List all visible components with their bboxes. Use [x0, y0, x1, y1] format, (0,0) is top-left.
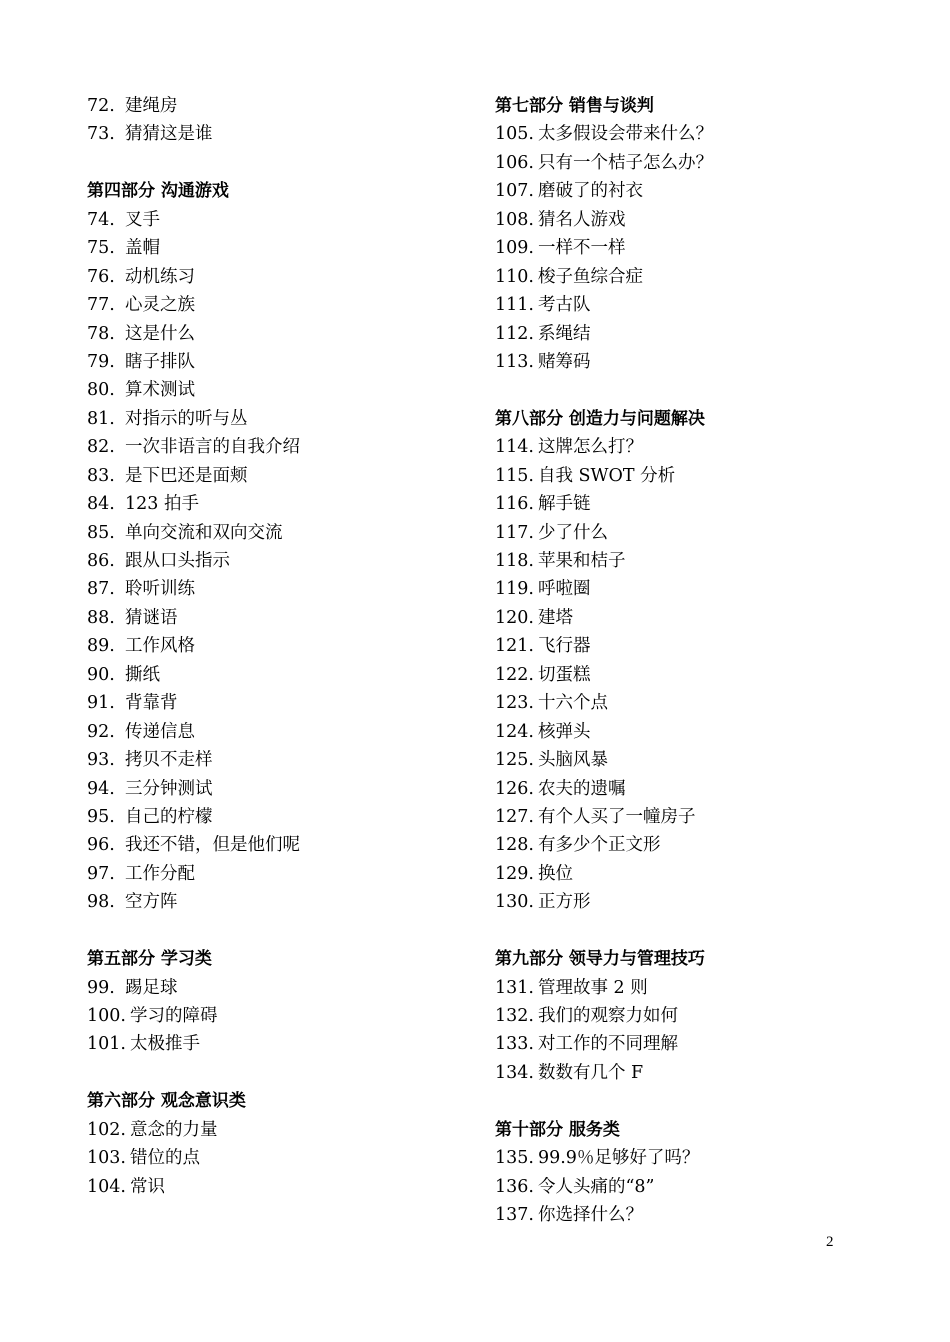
right-column — [495, 92, 875, 1230]
item-text: 三分钟测试 — [125, 778, 213, 799]
list-item — [87, 120, 447, 148]
item-number: 132. — [495, 1006, 534, 1026]
item-text: 对指示的听与丛 — [125, 408, 248, 429]
item-text: 踢足球 — [125, 977, 178, 998]
list-item — [87, 92, 447, 120]
item-number: 78. — [87, 323, 115, 344]
list-item — [495, 320, 875, 348]
item-number: 94. — [87, 778, 115, 799]
page-number: 2 — [826, 1234, 834, 1250]
item-number: 116. — [495, 494, 534, 515]
item-number: 100. — [87, 1006, 126, 1026]
list-item — [495, 206, 875, 234]
list-item — [495, 1201, 875, 1229]
item-number: 123. — [495, 693, 534, 714]
list-item — [495, 575, 875, 603]
list-item — [87, 206, 447, 234]
item-text: 换位 — [537, 863, 573, 884]
item-text: 你选择什么？ — [537, 1205, 643, 1226]
item-number: 102. — [87, 1119, 126, 1140]
item-number: 79. — [87, 351, 115, 372]
item-text: 跟从口头指示 — [125, 551, 230, 571]
item-text: 有个人买了一幢房子 — [537, 806, 696, 827]
list-item — [87, 888, 447, 916]
item-number: 72. — [87, 96, 115, 116]
item-number: 119. — [495, 579, 534, 600]
section-heading: 第五部分 学习类 — [87, 949, 212, 970]
item-text: 建塔 — [537, 607, 573, 628]
list-item — [87, 234, 447, 262]
item-number: 98. — [87, 892, 115, 913]
item-text: 猜猜这是谁 — [125, 124, 213, 145]
list-item — [87, 519, 447, 547]
blank-line — [87, 917, 447, 945]
section-heading: 第十部分 服务类 — [495, 1119, 620, 1140]
blank-line — [87, 1059, 447, 1087]
item-number: 83. — [87, 465, 115, 486]
item-number: 131. — [495, 977, 534, 998]
section-heading: 第四部分 沟通游戏 — [87, 181, 229, 202]
item-text: 切蛋糕 — [537, 664, 591, 685]
item-text: 数数有几个 F — [537, 1062, 644, 1083]
item-number: 97. — [87, 863, 115, 884]
item-number: 105. — [495, 124, 534, 145]
list-item — [87, 604, 447, 632]
list-item — [87, 348, 447, 376]
item-text: 呼啦圈 — [537, 579, 591, 600]
item-text: 我还不错，但是他们呢 — [125, 835, 300, 856]
item-text: 有多少个正文形 — [537, 835, 661, 856]
list-item — [87, 1030, 447, 1058]
item-number: 99. — [87, 977, 115, 998]
item-number: 101. — [87, 1034, 126, 1055]
item-number: 136. — [495, 1176, 534, 1197]
item-number: 107. — [495, 181, 534, 202]
item-number: 104. — [87, 1176, 126, 1197]
item-number: 115. — [495, 465, 534, 486]
list-item — [495, 860, 875, 888]
item-text: 学习的障碍 — [129, 1006, 218, 1026]
item-number: 76. — [87, 266, 115, 287]
list-item — [495, 263, 875, 291]
list-item — [495, 831, 875, 859]
item-text: 自己的柠檬 — [125, 806, 213, 827]
item-number: 82. — [87, 437, 115, 458]
list-item — [87, 775, 447, 803]
item-text: 解手链 — [537, 494, 591, 515]
item-text: 这是什么 — [125, 323, 195, 344]
item-number: 112. — [495, 323, 534, 344]
list-item — [87, 718, 447, 746]
section-heading: 第六部分 观念意识类 — [87, 1091, 246, 1112]
item-text: 背靠背 — [125, 693, 178, 714]
item-number: 124. — [495, 721, 534, 742]
list-item — [495, 1030, 875, 1058]
item-number: 126. — [495, 778, 534, 799]
list-item — [87, 490, 447, 518]
item-text: 头脑风暴 — [537, 750, 608, 771]
item-number: 106. — [495, 152, 534, 173]
item-text: 我们的观察力如何 — [537, 1006, 678, 1026]
item-text: 聆听训练 — [125, 579, 195, 600]
item-number: 73. — [87, 124, 115, 145]
list-item — [495, 234, 875, 262]
item-text: 是下巴还是面颊 — [125, 465, 248, 486]
item-number: 80. — [87, 380, 115, 401]
item-text: 工作分配 — [125, 863, 195, 884]
item-number: 134. — [495, 1062, 534, 1083]
list-item — [87, 376, 447, 404]
item-number: 122. — [495, 664, 534, 685]
item-number: 93. — [87, 750, 115, 771]
item-text: 撕纸 — [125, 664, 160, 685]
item-number: 86. — [87, 551, 115, 571]
item-text: 太极推手 — [129, 1034, 200, 1055]
item-text: 盖帽 — [125, 238, 160, 259]
item-number: 120. — [495, 607, 534, 628]
item-text: 核弹头 — [537, 721, 591, 742]
list-item — [87, 291, 447, 319]
item-number: 128. — [495, 835, 534, 856]
item-text: 只有一个桔子怎么办？ — [537, 152, 713, 173]
item-text: 少了什么 — [537, 522, 608, 543]
list-item — [87, 405, 447, 433]
list-item — [495, 974, 875, 1002]
item-number: 127. — [495, 806, 534, 827]
item-text: 工作风格 — [125, 636, 195, 657]
list-item — [87, 263, 447, 291]
list-item — [495, 661, 875, 689]
item-text: 意念的力量 — [129, 1119, 218, 1140]
list-item — [87, 661, 447, 689]
item-number: 111. — [495, 295, 534, 316]
blank-line — [495, 917, 875, 945]
item-text: 心灵之族 — [125, 295, 195, 316]
list-item — [495, 433, 875, 461]
list-item — [87, 575, 447, 603]
item-number: 121. — [495, 636, 534, 657]
list-item — [495, 604, 875, 632]
list-item — [87, 320, 447, 348]
item-text: 空方阵 — [125, 892, 178, 913]
blank-line — [87, 149, 447, 177]
item-number: 88. — [87, 607, 115, 628]
item-number: 81. — [87, 408, 115, 429]
section-heading: 第八部分 创造力与问题解决 — [495, 408, 705, 429]
list-item — [87, 974, 447, 1002]
item-text: 动机练习 — [125, 266, 195, 287]
item-text: 自我 SWOT 分析 — [537, 465, 676, 486]
item-text: 赌筹码 — [537, 351, 591, 372]
list-item — [495, 177, 875, 205]
item-number: 85. — [87, 522, 115, 543]
item-text: 猜谜语 — [125, 607, 178, 628]
list-item — [495, 291, 875, 319]
item-text: 对工作的不同理解 — [537, 1034, 678, 1055]
item-number: 130. — [495, 892, 534, 913]
list-item — [87, 632, 447, 660]
item-number: 90. — [87, 664, 115, 685]
list-item — [87, 1116, 447, 1144]
item-text: 这牌怎么打？ — [537, 437, 643, 458]
item-text: 飞行器 — [537, 636, 591, 657]
list-item — [87, 831, 447, 859]
list-item — [495, 149, 875, 177]
list-item — [87, 1144, 447, 1172]
item-number: 89. — [87, 636, 115, 657]
list-item — [495, 775, 875, 803]
item-text: 建绳房 — [125, 96, 178, 116]
item-text: 瞎子排队 — [125, 351, 195, 372]
item-text: 十六个点 — [537, 693, 608, 714]
item-number: 135. — [495, 1148, 534, 1169]
item-number: 92. — [87, 721, 115, 742]
section-heading: 第九部分 领导力与管理技巧 — [495, 949, 705, 970]
item-text: 算术测试 — [125, 380, 195, 401]
list-item — [495, 120, 875, 148]
list-item — [495, 718, 875, 746]
list-item — [495, 632, 875, 660]
list-item — [495, 1144, 875, 1172]
list-item — [87, 803, 447, 831]
item-number: 114. — [495, 437, 534, 458]
blank-line — [495, 1087, 875, 1115]
item-number: 95. — [87, 806, 115, 827]
item-number: 109. — [495, 238, 534, 259]
list-item — [87, 1002, 447, 1030]
item-number: 125. — [495, 750, 534, 771]
list-item — [87, 689, 447, 717]
list-item — [495, 746, 875, 774]
item-number: 129. — [495, 863, 534, 884]
list-item — [87, 860, 447, 888]
item-text: 考古队 — [537, 295, 591, 316]
item-number: 103. — [87, 1148, 126, 1169]
item-text: 一次非语言的自我介绍 — [125, 437, 300, 458]
item-text: 99.9％足够好了吗？ — [537, 1148, 700, 1169]
list-item — [495, 1059, 875, 1087]
list-item — [87, 462, 447, 490]
item-number: 75. — [87, 238, 115, 259]
item-number: 96. — [87, 835, 115, 856]
list-item — [495, 348, 875, 376]
left-column — [87, 92, 447, 1201]
list-item — [495, 462, 875, 490]
item-text: 叉手 — [125, 209, 160, 230]
list-item — [495, 490, 875, 518]
item-number: 108. — [495, 209, 534, 230]
item-text: 123 拍手 — [125, 494, 199, 515]
item-text: 管理故事 2 则 — [537, 977, 648, 998]
item-number: 133. — [495, 1034, 534, 1055]
item-text: 常识 — [129, 1176, 165, 1197]
item-text: 单向交流和双向交流 — [125, 522, 283, 543]
list-item — [495, 519, 875, 547]
item-text: 磨破了的衬衣 — [537, 181, 643, 202]
item-number: 87. — [87, 579, 115, 600]
list-item — [495, 547, 875, 575]
list-item — [87, 746, 447, 774]
item-text: 正方形 — [537, 892, 591, 913]
item-text: 一样不一样 — [537, 238, 626, 259]
list-item — [495, 1173, 875, 1201]
item-number: 74. — [87, 209, 115, 230]
item-text: 农夫的遗嘱 — [537, 778, 626, 799]
list-item — [495, 888, 875, 916]
item-number: 118. — [495, 551, 534, 571]
list-item — [87, 433, 447, 461]
item-number: 77. — [87, 295, 115, 316]
item-number: 84. — [87, 494, 115, 515]
list-item — [495, 1002, 875, 1030]
item-text: 拷贝不走样 — [125, 750, 213, 771]
item-number: 113. — [495, 351, 534, 372]
item-text: 梭子鱼综合症 — [537, 266, 643, 287]
list-item — [495, 803, 875, 831]
list-item — [87, 1173, 447, 1201]
item-text: 系绳结 — [537, 323, 591, 344]
item-number: 137. — [495, 1205, 534, 1226]
item-number: 117. — [495, 522, 534, 543]
item-text: 令人头痛的“8” — [537, 1176, 655, 1197]
item-text: 传递信息 — [125, 721, 195, 742]
item-number: 110. — [495, 266, 534, 287]
list-item — [495, 689, 875, 717]
list-item — [87, 547, 447, 575]
item-text: 苹果和桔子 — [537, 551, 626, 571]
section-heading: 第七部分 销售与谈判 — [495, 96, 654, 116]
item-text: 太多假设会带来什么？ — [537, 124, 713, 145]
item-text: 猜名人游戏 — [537, 209, 626, 230]
item-number: 91. — [87, 693, 115, 714]
blank-line — [495, 376, 875, 404]
item-text: 错位的点 — [129, 1148, 200, 1169]
